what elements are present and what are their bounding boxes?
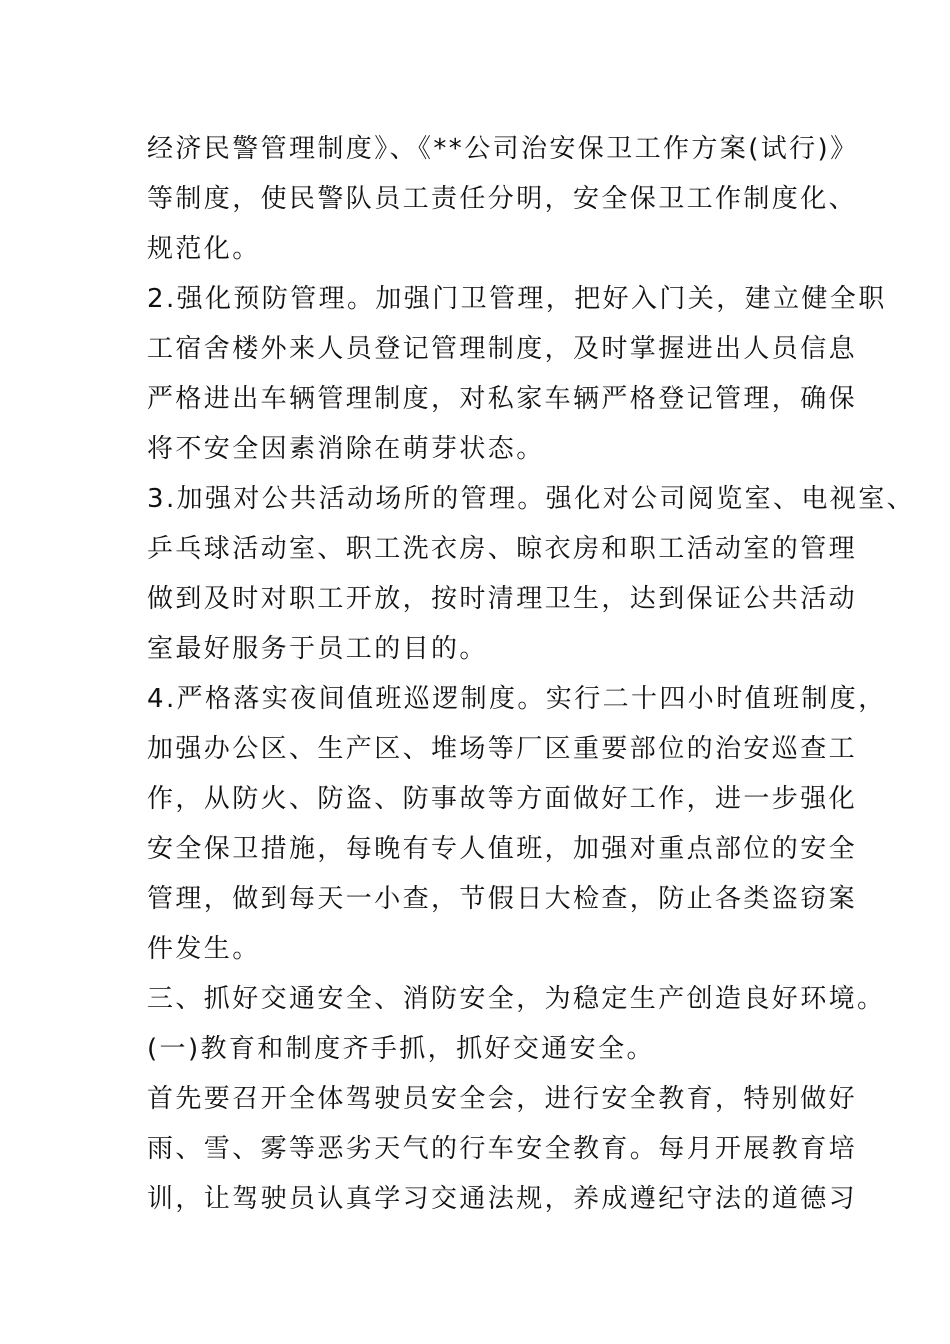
text-line: 雨、雪、雾等恶劣天气的行车安全教育。每月开展教育培	[147, 1134, 858, 1164]
text-line: 安全保卫措施，每晚有专人值班，加强对重点部位的安全	[147, 834, 858, 864]
text-line: 经济民警管理制度》、《**公司治安保卫工作方案(试行)》	[147, 134, 859, 164]
text-line: 训，让驾驶员认真学习交通法规，养成遵纪守法的道德习	[147, 1184, 858, 1214]
text-line: 作，从防火、防盗、防事故等方面做好工作，进一步强化	[147, 784, 858, 814]
text-line: 工宿舍楼外来人员登记管理制度，及时掌握进出人员信息	[147, 334, 858, 364]
text-line: 室最好服务于员工的目的。	[147, 634, 488, 664]
text-line: 加强办公区、生产区、堆场等厂区重要部位的治安巡查工	[147, 734, 858, 764]
text-line: 乒乓球活动室、职工洗衣房、晾衣房和职工活动室的管理	[147, 534, 858, 564]
text-line: 3.加强对公共活动场所的管理。强化对公司阅览室、电视室、	[147, 484, 916, 514]
text-line: 将不安全因素消除在萌芽状态。	[147, 434, 545, 464]
text-line: 严格进出车辆管理制度，对私家车辆严格登记管理，确保	[147, 384, 858, 414]
text-line: 做到及时对职工开放，按时清理卫生，达到保证公共活动	[147, 584, 858, 614]
text-line: (一)教育和制度齐手抓，抓好交通安全。	[147, 1034, 655, 1064]
text-line: 规范化。	[147, 234, 261, 264]
text-line: 等制度，使民警队员工责任分明，安全保卫工作制度化、	[147, 184, 858, 214]
text-line: 管理，做到每天一小查，节假日大检查，防止各类盗窃案	[147, 884, 858, 914]
text-line: 4.严格落实夜间值班巡逻制度。实行二十四小时值班制度，	[147, 684, 887, 714]
text-line: 件发生。	[147, 934, 261, 964]
text-line: 2.强化预防管理。加强门卫管理，把好入门关，建立健全职	[147, 284, 887, 314]
text-line: 首先要召开全体驾驶员安全会，进行安全教育，特别做好	[147, 1084, 858, 1114]
text-line: 三、抓好交通安全、消防安全，为稳定生产创造良好环境。	[147, 984, 886, 1014]
